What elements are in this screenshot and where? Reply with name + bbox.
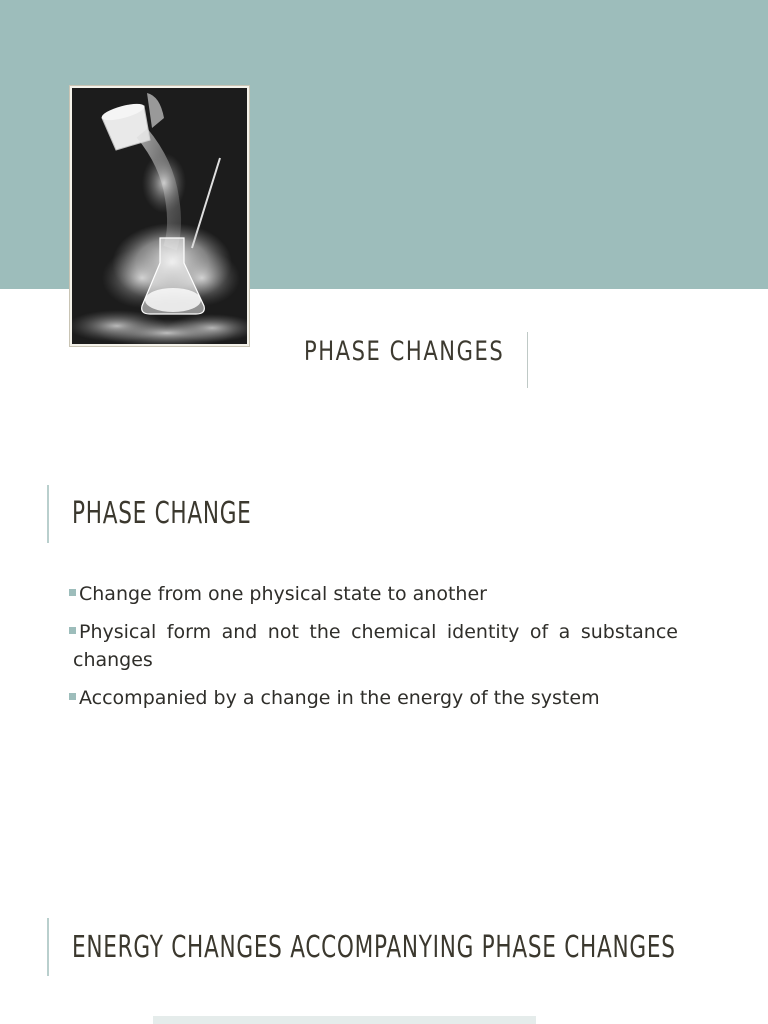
list-item [68,618,678,674]
bullet-text: Physical form and not the chemical identity of a substance changes [73,621,678,671]
cover-title: PHASE CHANGES [304,336,505,367]
bullet-square-icon [69,589,76,596]
list-item [68,580,678,608]
bullet-text: Accompanied by a change in the energy of the system [79,687,600,709]
flask-photo [69,85,250,347]
bullet-square-icon [69,627,76,634]
title-divider [527,332,528,388]
section-accent-bar [47,918,49,976]
next-slide-preview-strip [153,1016,536,1024]
bullet-list [68,580,678,722]
section-heading-phase-change: PHASE CHANGE [72,496,252,531]
section-accent-bar [47,485,49,543]
bullet-square-icon [69,693,76,700]
section-heading-energy-changes: ENERGY CHANGES ACCOMPANYING PHASE CHANGES [72,930,676,965]
list-item [68,684,678,712]
bullet-text: Change from one physical state to another [79,583,487,605]
flask-photo-image [72,88,247,344]
